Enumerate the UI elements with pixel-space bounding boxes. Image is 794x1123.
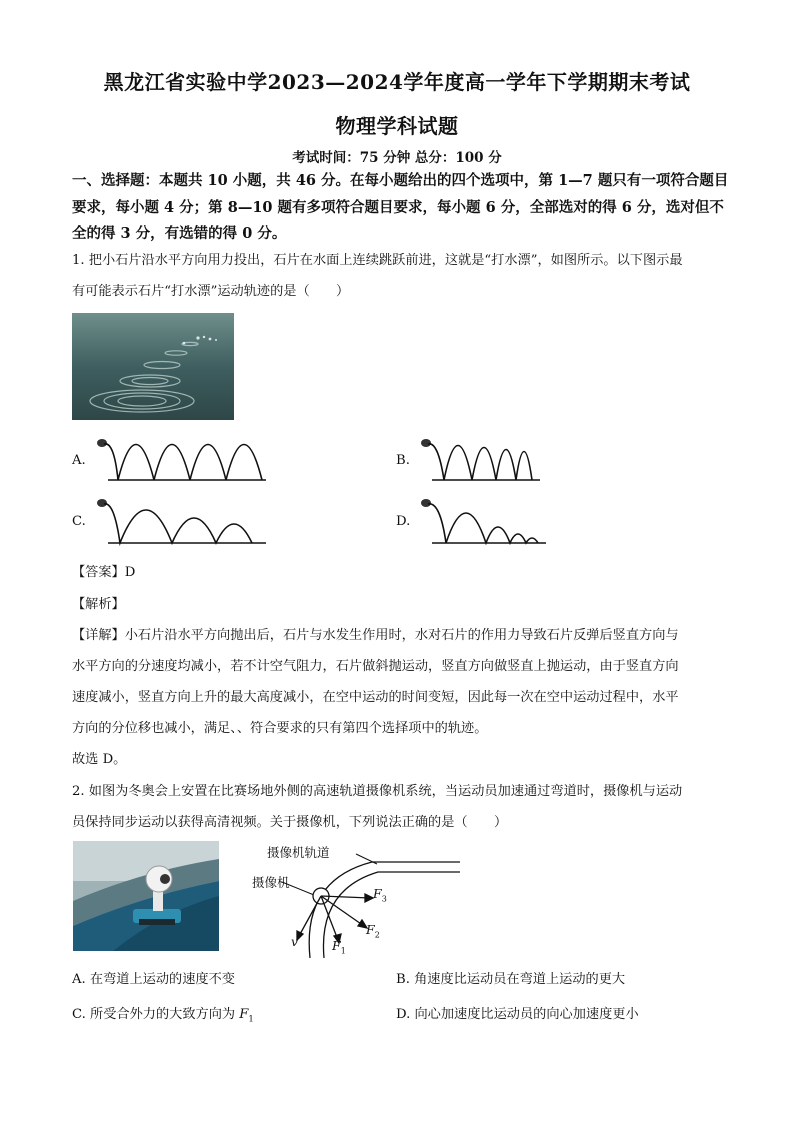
exam-title: 黑龙江省实验中学2023—2024学年度高一学年下学期期末考试: [103, 70, 691, 94]
q1-option-c-trajectory: [94, 497, 266, 545]
track-camera-photo: [73, 841, 219, 951]
stone-skipping-photo: [72, 313, 234, 420]
q1-stem-line2: 有可能表示石片“打水漂”运动轨迹的是（ ）: [72, 284, 350, 299]
q2-option-b: B. 角速度比运动员在弯道上运动的更大: [396, 972, 626, 987]
answer-tag: 【答案】: [72, 565, 125, 580]
v-label: v: [291, 934, 299, 949]
answer-value: D: [124, 565, 136, 580]
q1-detail-line3: 速度减小，竖直方向上升的最大高度减小，在空中运动的时间变短，因此每一次在空中运动过程中，水平: [72, 690, 679, 705]
q2-option-c: C. 所受合外力的大致方向为 $F_1$: [72, 1007, 254, 1025]
q1-conclusion: 故选 D。: [72, 752, 127, 767]
q1-answer: [72, 561, 135, 580]
q2-option-a: A. 在弯道上运动的速度不变: [72, 972, 235, 987]
q2-stem-line2: 员保持同步运动以获得高清视频。关于摄像机，下列说法正确的是（ ）: [72, 815, 508, 830]
section-heading: 一、选择题：本题共 10 小题，共 46 分。在每小题给出的四个选项中，第 1—7 题只有一项符合题目要求，每小题 4 分；第 8—10 题有多项符合题目要求，每小题 6 分，全部选对的得 6 分，选对但不全的得 3 分，有选错的得 0 分。: [72, 172, 729, 242]
q2-option-d: D. 向心加速度比运动员的向心加速度更小: [396, 1007, 639, 1022]
q1-option-a-trajectory: [94, 437, 266, 482]
track-label: 摄像机轨道: [267, 845, 330, 860]
f2-label: $F_2$: [366, 922, 380, 940]
q1-option-b-trajectory: [418, 437, 542, 482]
q1-option-c-label: C.: [72, 514, 86, 529]
q1-detail-line1: [72, 624, 679, 643]
q1-option-b-label: B.: [396, 453, 410, 468]
exam-subtitle: 物理学科试题: [335, 114, 459, 138]
f3-label: $F_3$: [373, 886, 387, 904]
f1-label: $F_1$: [332, 938, 346, 956]
q1-detail-line2: 水平方向的分速度均减小，若不计空气阻力，石片做斜抛运动，竖直方向做竖直上抛运动，由于竖直方向: [72, 659, 679, 674]
camera-label: 摄像机: [252, 875, 290, 890]
q2-stem-line1: 2. 如图为冬奥会上安置在比赛场地外侧的高速轨道摄像机系统，当运动员加速通过弯道时，摄像机与运动: [72, 784, 683, 799]
detail-tag: 【详解】: [72, 628, 125, 643]
q1-option-a-label: A.: [72, 453, 86, 468]
q1-option-d-label: D.: [396, 514, 411, 529]
q1-analysis-tag: 【解析】: [72, 597, 125, 612]
exam-info: 考试时间：75 分钟 总分：100 分: [292, 150, 502, 166]
detail-text: 小石片沿水平方向抛出后，石片与水发生作用时，水对石片的作用力导致石片反弹后竖直方向与: [124, 628, 679, 643]
q1-detail-line4: 方向的分位移也减小，满足、、符合要求的只有第四个选择项中的轨迹。: [72, 721, 488, 736]
q1-option-d-trajectory: [418, 497, 548, 545]
q1-stem-line1: 1. 把小石片沿水平方向用力投出，石片在水面上连续跳跃前进，这就是“打水漂”，如图所示。以下图示最: [72, 253, 683, 268]
